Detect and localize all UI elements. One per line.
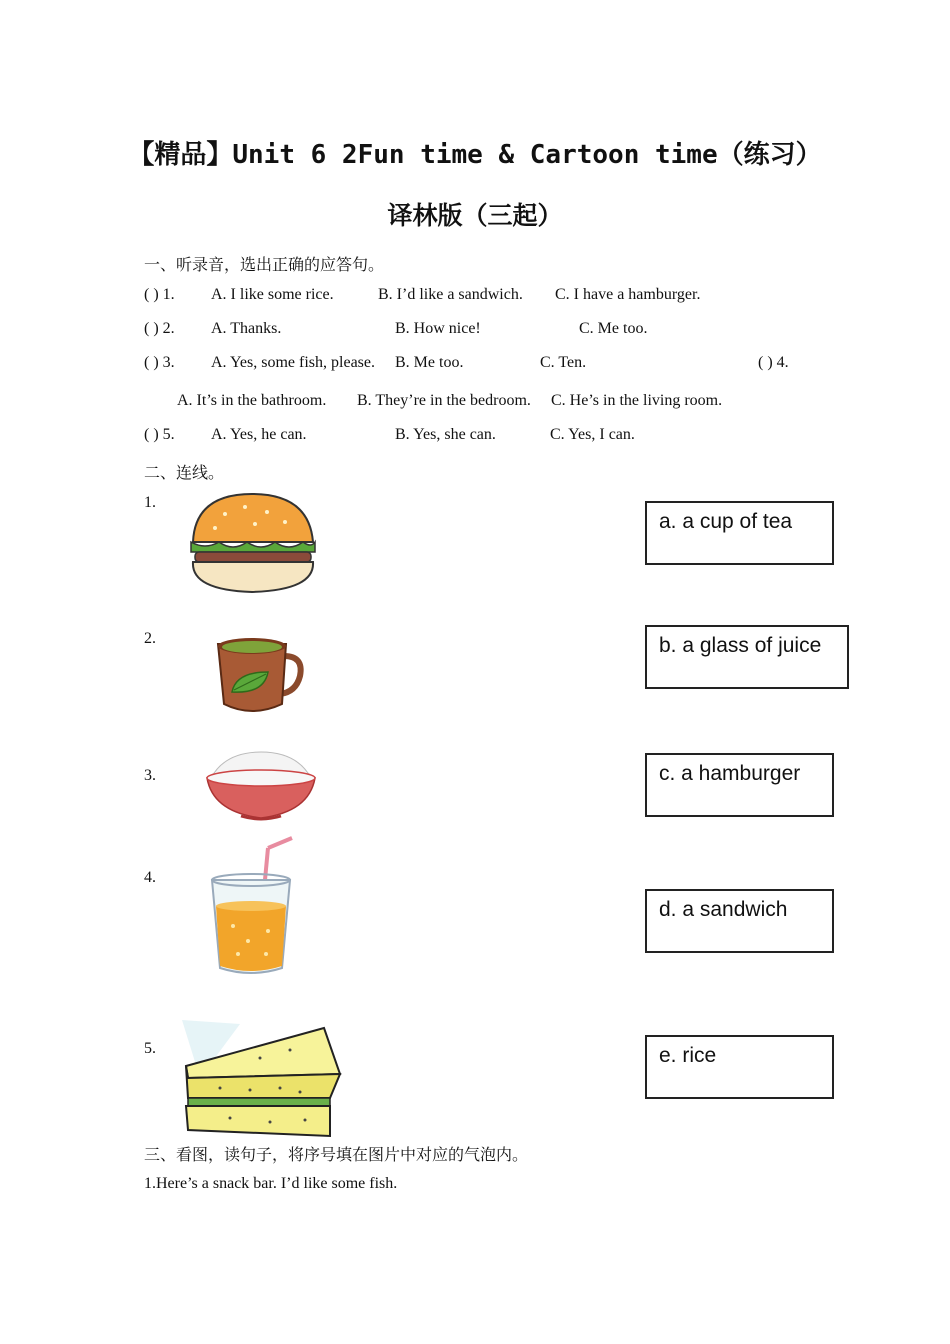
q3-option-a: A. Yes, some fish, please. — [211, 354, 375, 371]
q5-option-a: A. Yes, he can. — [211, 426, 307, 443]
option-box-b[interactable] — [645, 625, 849, 689]
tea-cup-icon — [212, 632, 304, 718]
q1-option-c: C. I have a hamburger. — [555, 286, 701, 303]
option-box-e[interactable] — [645, 1035, 834, 1099]
q1-option-b: B. I’d like a sandwich. — [378, 286, 523, 303]
picture-5-number: 5. — [144, 1040, 156, 1057]
option-d-text: d. a sandwich — [659, 898, 788, 921]
option-box-d[interactable] — [645, 889, 834, 953]
option-c-text: c. a hamburger — [659, 762, 801, 785]
option-box-a[interactable] — [645, 501, 834, 565]
hamburger-icon — [185, 492, 320, 596]
picture-4-number: 4. — [144, 869, 156, 886]
option-box-c[interactable] — [645, 753, 834, 817]
option-a-text: a. a cup of tea — [659, 510, 793, 533]
q5-option-b: B. Yes, she can. — [395, 426, 496, 443]
q4-option-c: C. He’s in the living room. — [551, 392, 723, 409]
q2-option-b: B. How nice! — [395, 320, 481, 337]
page-title: 【精品】Unit 6 2Fun time & Cartoon time（练习） — [128, 140, 822, 170]
q3-option-b: B. Me too. — [395, 354, 464, 371]
section2-heading: 二、连线。 — [144, 463, 225, 482]
q4-option-b: B. They’re in the bedroom. — [357, 392, 531, 409]
page-subtitle: 译林版（三起） — [387, 201, 563, 230]
picture-1-number: 1. — [144, 494, 156, 511]
section1-heading: 一、听录音，选出正确的应答句。 — [144, 255, 385, 274]
option-b-text: b. a glass of juice — [659, 634, 822, 657]
q2-option-a: A. Thanks. — [211, 320, 282, 337]
q2-option-c: C. Me too. — [579, 320, 648, 337]
q1-bracket: ( ) 1. — [144, 286, 175, 303]
q3-option-c: C. Ten. — [540, 354, 587, 371]
section3-sentence-1: 1.Here’s a snack bar. I’d like some fish. — [144, 1175, 398, 1192]
rice-bowl-icon — [205, 750, 317, 822]
juice-glass-icon — [208, 836, 298, 980]
sandwich-icon — [180, 1018, 346, 1158]
q5-option-c: C. Yes, I can. — [550, 426, 635, 443]
q4-bracket: ( ) 4. — [758, 354, 789, 371]
section3-heading: 三、看图，读句子，将序号填在图片中对应的气泡内。 — [144, 1145, 529, 1164]
q2-bracket: ( ) 2. — [144, 320, 175, 337]
q1-option-a: A. I like some rice. — [211, 286, 334, 303]
q5-bracket: ( ) 5. — [144, 426, 175, 443]
q3-bracket: ( ) 3. — [144, 354, 175, 371]
q4-option-a: A. It’s in the bathroom. — [177, 392, 327, 409]
picture-2-number: 2. — [144, 630, 156, 647]
picture-3-number: 3. — [144, 767, 156, 784]
option-e-text: e. rice — [659, 1044, 717, 1067]
